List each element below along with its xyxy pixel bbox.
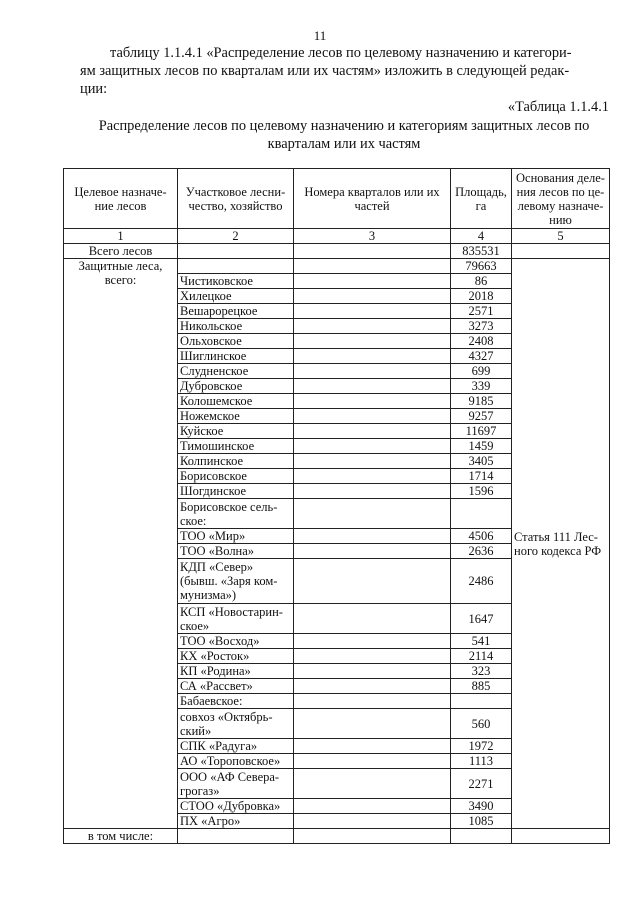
forestry-unit: Ножемское (178, 409, 294, 424)
protective-area: 79663 (451, 259, 512, 274)
quarters-cell (294, 664, 451, 679)
area-value: 11697 (451, 424, 512, 439)
quarters-cell (294, 364, 451, 379)
quarters-cell (294, 499, 451, 529)
forestry-unit: СПК «Радуга» (178, 739, 294, 754)
empty-cell (178, 829, 294, 844)
quarters-cell (294, 769, 451, 799)
quarters-cell (294, 469, 451, 484)
area-value: 9257 (451, 409, 512, 424)
area-value: 9185 (451, 394, 512, 409)
area-value: 1647 (451, 604, 512, 634)
forestry-unit: Никольское (178, 319, 294, 334)
quarters-cell (294, 649, 451, 664)
area-value: 1459 (451, 439, 512, 454)
forestry-unit: Колошемское (178, 394, 294, 409)
quarters-cell (294, 529, 451, 544)
intro-line: таблицу 1.1.4.1 «Распределение лесов по целевому назначению и категори- (110, 45, 572, 61)
caption-line: кварталам или их частям (267, 136, 421, 152)
quarters-cell (294, 799, 451, 814)
header-basis: Основания деле-ния лесов по це-левому назначе-нию (512, 169, 610, 229)
intro-line: ям защитных лесов по кварталам или их частям» изложить в следующей редак- (80, 63, 570, 79)
area-value: 2271 (451, 769, 512, 799)
intro-paragraph (80, 44, 608, 98)
forest-distribution-table (63, 168, 610, 844)
quarters-cell (294, 709, 451, 739)
area-value: 2486 (451, 559, 512, 604)
forestry-unit: КП «Родина» (178, 664, 294, 679)
quarters-cell (294, 319, 451, 334)
empty-cell (512, 829, 610, 844)
table-reference: «Таблица 1.1.4.1 (507, 99, 609, 115)
area-value: 541 (451, 634, 512, 649)
forestry-unit: Тимошинское (178, 439, 294, 454)
area-value: 3490 (451, 799, 512, 814)
column-number: 2 (178, 229, 294, 244)
quarters-cell (294, 754, 451, 769)
forestry-unit: Чистиковское (178, 274, 294, 289)
forestry-unit: Бабаевское: (178, 694, 294, 709)
forestry-unit: Дубровское (178, 379, 294, 394)
forestry-unit: КДП «Север» (бывш. «Заря ком-мунизма») (178, 559, 294, 604)
quarters-cell (294, 739, 451, 754)
area-value: 2408 (451, 334, 512, 349)
quarters-cell (294, 454, 451, 469)
area-value: 339 (451, 379, 512, 394)
forestry-unit: Ольховское (178, 334, 294, 349)
forestry-unit: Хилецкое (178, 289, 294, 304)
quarters-cell (294, 484, 451, 499)
forestry-unit: Шиглинское (178, 349, 294, 364)
quarters-cell (294, 694, 451, 709)
forestry-unit: Вешарорецкое (178, 304, 294, 319)
quarters-cell (294, 394, 451, 409)
area-value: 1596 (451, 484, 512, 499)
forestry-unit: Шогдинское (178, 484, 294, 499)
forestry-unit: АО «Тороповское» (178, 754, 294, 769)
forestry-unit: ООО «АФ Севера-грогаз» (178, 769, 294, 799)
column-number: 5 (512, 229, 610, 244)
intro-line: ции: (80, 81, 108, 97)
header-area: Площадь, га (451, 169, 512, 229)
page-number: 11 (313, 28, 327, 43)
area-value (451, 694, 512, 709)
header-quarters: Номера кварталов или их частей (294, 169, 451, 229)
forestry-unit: совхоз «Октябрь-ский» (178, 709, 294, 739)
table-caption (80, 117, 608, 153)
forestry-unit: Борисовское сель-ское: (178, 499, 294, 529)
forestry-unit: СТОО «Дубровка» (178, 799, 294, 814)
empty-cell (294, 259, 451, 274)
area-value: 885 (451, 679, 512, 694)
header-unit: Участковое лесни-чество, хозяйство (178, 169, 294, 229)
legal-basis: Статья 111 Лес-ного кодекса РФ (512, 259, 610, 829)
empty-cell (294, 244, 451, 259)
quarters-cell (294, 604, 451, 634)
quarters-cell (294, 424, 451, 439)
column-number: 3 (294, 229, 451, 244)
forestry-unit: Куйское (178, 424, 294, 439)
area-value: 699 (451, 364, 512, 379)
including-label: в том числе: (64, 829, 178, 844)
area-value: 2114 (451, 649, 512, 664)
forestry-unit: КХ «Росток» (178, 649, 294, 664)
quarters-cell (294, 439, 451, 454)
empty-cell (178, 244, 294, 259)
area-value (451, 499, 512, 529)
empty-cell (294, 829, 451, 844)
protective-total-row (64, 259, 610, 274)
area-value: 1972 (451, 739, 512, 754)
area-value: 3273 (451, 319, 512, 334)
area-value: 1113 (451, 754, 512, 769)
area-value: 560 (451, 709, 512, 739)
area-value: 1714 (451, 469, 512, 484)
quarters-cell (294, 304, 451, 319)
empty-cell (451, 829, 512, 844)
quarters-cell (294, 559, 451, 604)
including-row (64, 829, 610, 844)
area-value: 4327 (451, 349, 512, 364)
area-value: 2571 (451, 304, 512, 319)
quarters-cell (294, 544, 451, 559)
forestry-unit: СА «Рассвет» (178, 679, 294, 694)
quarters-cell (294, 334, 451, 349)
quarters-cell (294, 289, 451, 304)
area-value: 4506 (451, 529, 512, 544)
forestry-unit: Борисовское (178, 469, 294, 484)
area-value: 2018 (451, 289, 512, 304)
column-number: 1 (64, 229, 178, 244)
quarters-cell (294, 409, 451, 424)
total-row (64, 244, 610, 259)
total-label: Всего лесов (64, 244, 178, 259)
column-number: 4 (451, 229, 512, 244)
forestry-unit: ТОО «Волна» (178, 544, 294, 559)
quarters-cell (294, 679, 451, 694)
total-area: 835531 (451, 244, 512, 259)
header-purpose: Целевое назначе-ние лесов (64, 169, 178, 229)
quarters-cell (294, 274, 451, 289)
quarters-cell (294, 349, 451, 364)
empty-cell (512, 244, 610, 259)
forestry-unit: ТОО «Восход» (178, 634, 294, 649)
forestry-unit: КСП «Новостарин-ское» (178, 604, 294, 634)
protective-label: Защитные леса, всего: (64, 259, 178, 829)
quarters-cell (294, 634, 451, 649)
area-value: 3405 (451, 454, 512, 469)
empty-cell (178, 259, 294, 274)
forestry-unit: ТОО «Мир» (178, 529, 294, 544)
quarters-cell (294, 814, 451, 829)
area-value: 2636 (451, 544, 512, 559)
area-value: 323 (451, 664, 512, 679)
forestry-unit: Слудненское (178, 364, 294, 379)
forestry-unit: ПХ «Агро» (178, 814, 294, 829)
caption-line: Распределение лесов по целевому назначению и категориям защитных лесов по (98, 118, 590, 134)
area-value: 1085 (451, 814, 512, 829)
forestry-unit: Колпинское (178, 454, 294, 469)
area-value: 86 (451, 274, 512, 289)
quarters-cell (294, 379, 451, 394)
